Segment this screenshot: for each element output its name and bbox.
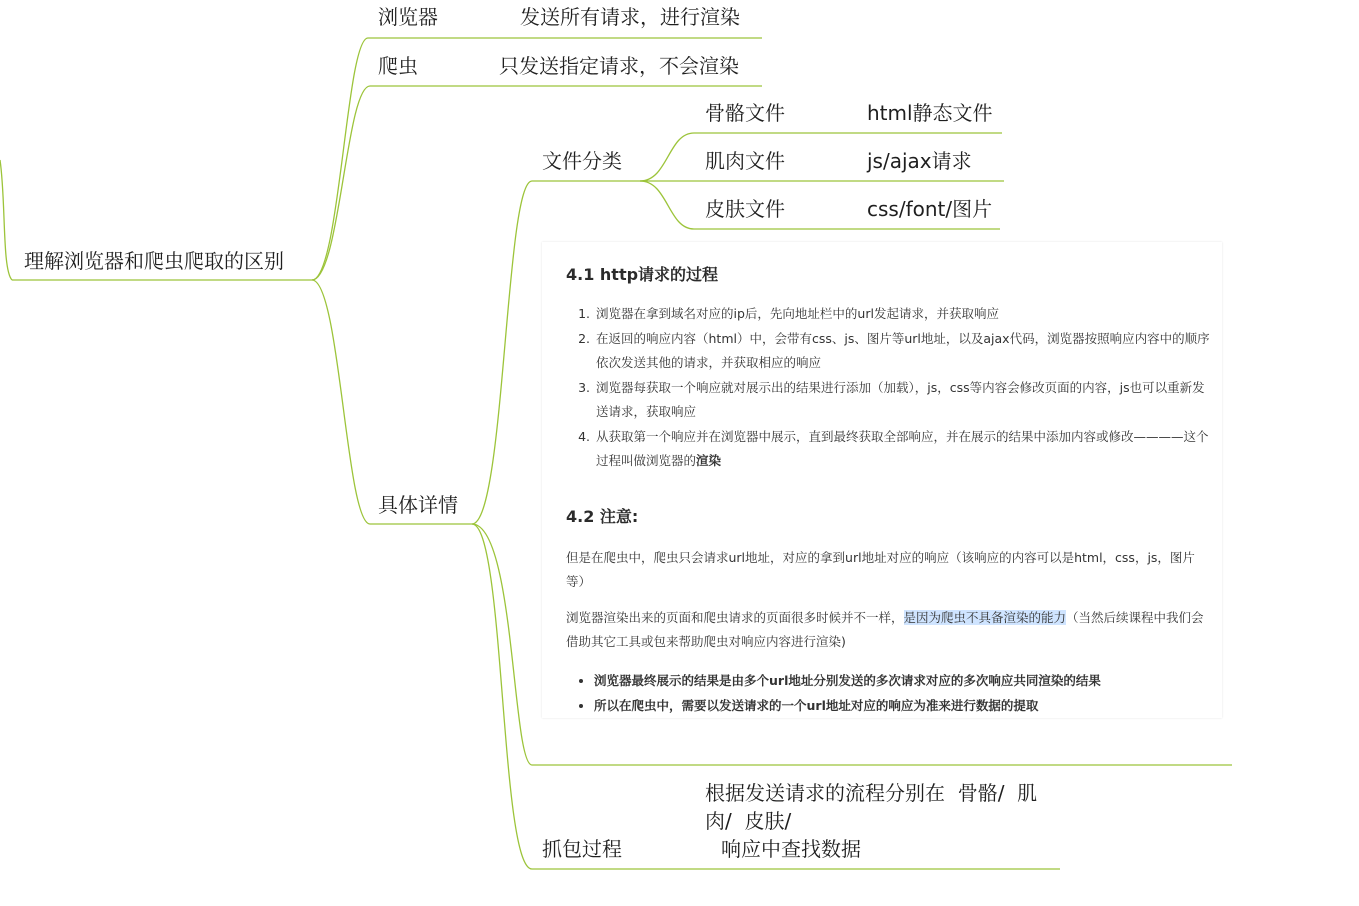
capture-topic[interactable]: 抓包过程 xyxy=(542,837,622,861)
browser-topic[interactable]: 浏览器 xyxy=(378,5,438,29)
crawler-note[interactable]: 只发送指定请求，不会渲染 xyxy=(499,54,739,78)
highlighted-text: 是因为爬虫不具备渲染的能力 xyxy=(903,610,1067,625)
capture-note-line-1[interactable]: 根据发送请求的流程分别在 骨骼/ 肌 xyxy=(705,781,1038,805)
skin-file-note[interactable]: css/font/图片 xyxy=(867,197,993,221)
root-topic[interactable]: 理解浏览器和爬虫爬取的区别 xyxy=(24,249,284,273)
skin-file-topic[interactable]: 皮肤文件 xyxy=(705,197,785,221)
skeleton-file-note[interactable]: html静态文件 xyxy=(867,101,993,125)
note-paragraph-2 xyxy=(566,606,1212,654)
details-topic[interactable]: 具体详情 xyxy=(378,493,458,517)
http-steps-list xyxy=(566,302,1214,474)
crawler-topic[interactable]: 爬虫 xyxy=(378,54,418,78)
http-process-image[interactable] xyxy=(542,242,1222,718)
muscle-file-note[interactable]: js/ajax请求 xyxy=(867,149,972,173)
http-step: 3. 浏览器每获取一个响应就对展示出的结果进行添加（加载），js，css等内容会修改页面的内容，js也可以重新发送请求，获取响应 xyxy=(594,376,1214,425)
note-paragraph-1: 但是在爬虫中，爬虫只会请求url地址，对应的拿到url地址对应的响应（该响应的内容可以是html，css，js，图片等） xyxy=(566,550,1195,589)
render-bold-word: 渲染 xyxy=(696,453,722,468)
capture-note-line-2[interactable]: 肉/ 皮肤/ xyxy=(705,809,792,833)
note-paragraph-2-tail: （当然后续课程中我们会借助其它工具或包来帮助爬虫对响应内容进行渲染) xyxy=(566,610,1204,649)
note-paragraph-2-text: 浏览器渲染出来的页面和爬虫请求的页面很多时候并不一样， xyxy=(566,610,904,625)
panel-heading-note: 4.2 注意: xyxy=(566,507,639,526)
note-bullet: • 浏览器最终展示的结果是由多个url地址分别发送的多次请求对应的多次响应共同渲染的结果 xyxy=(594,668,1214,693)
http-step xyxy=(594,425,1214,474)
note-bullet: • 所以在爬虫中，需要以发送请求的一个url地址对应的响应为准来进行数据的提取 xyxy=(594,693,1214,718)
http-step: 1. 浏览器在拿到域名对应的ip后，先向地址栏中的url发起请求，并获取响应 xyxy=(594,302,1214,327)
file-types-topic[interactable]: 文件分类 xyxy=(542,149,622,173)
capture-note-line-3[interactable]: 响应中查找数据 xyxy=(721,837,861,861)
browser-note[interactable]: 发送所有请求，进行渲染 xyxy=(520,5,740,29)
panel-heading-http: 4.1 http请求的过程 xyxy=(566,265,719,284)
http-step: 2. 在返回的响应内容（html）中，会带有css、js、图片等url地址，以及ajax代码，浏览器按照响应内容中的顺序依次发送其他的请求，并获取相应的响应 xyxy=(594,327,1214,376)
muscle-file-topic[interactable]: 肌肉文件 xyxy=(705,149,785,173)
skeleton-file-topic[interactable]: 骨骼文件 xyxy=(705,101,785,125)
note-bullets xyxy=(566,668,1214,718)
http-step-text: 从获取第一个响应并在浏览器中展示，直到最终获取全部响应，并在展示的结果中添加内容或修改————这个过程叫做浏览器的 xyxy=(596,428,1209,468)
